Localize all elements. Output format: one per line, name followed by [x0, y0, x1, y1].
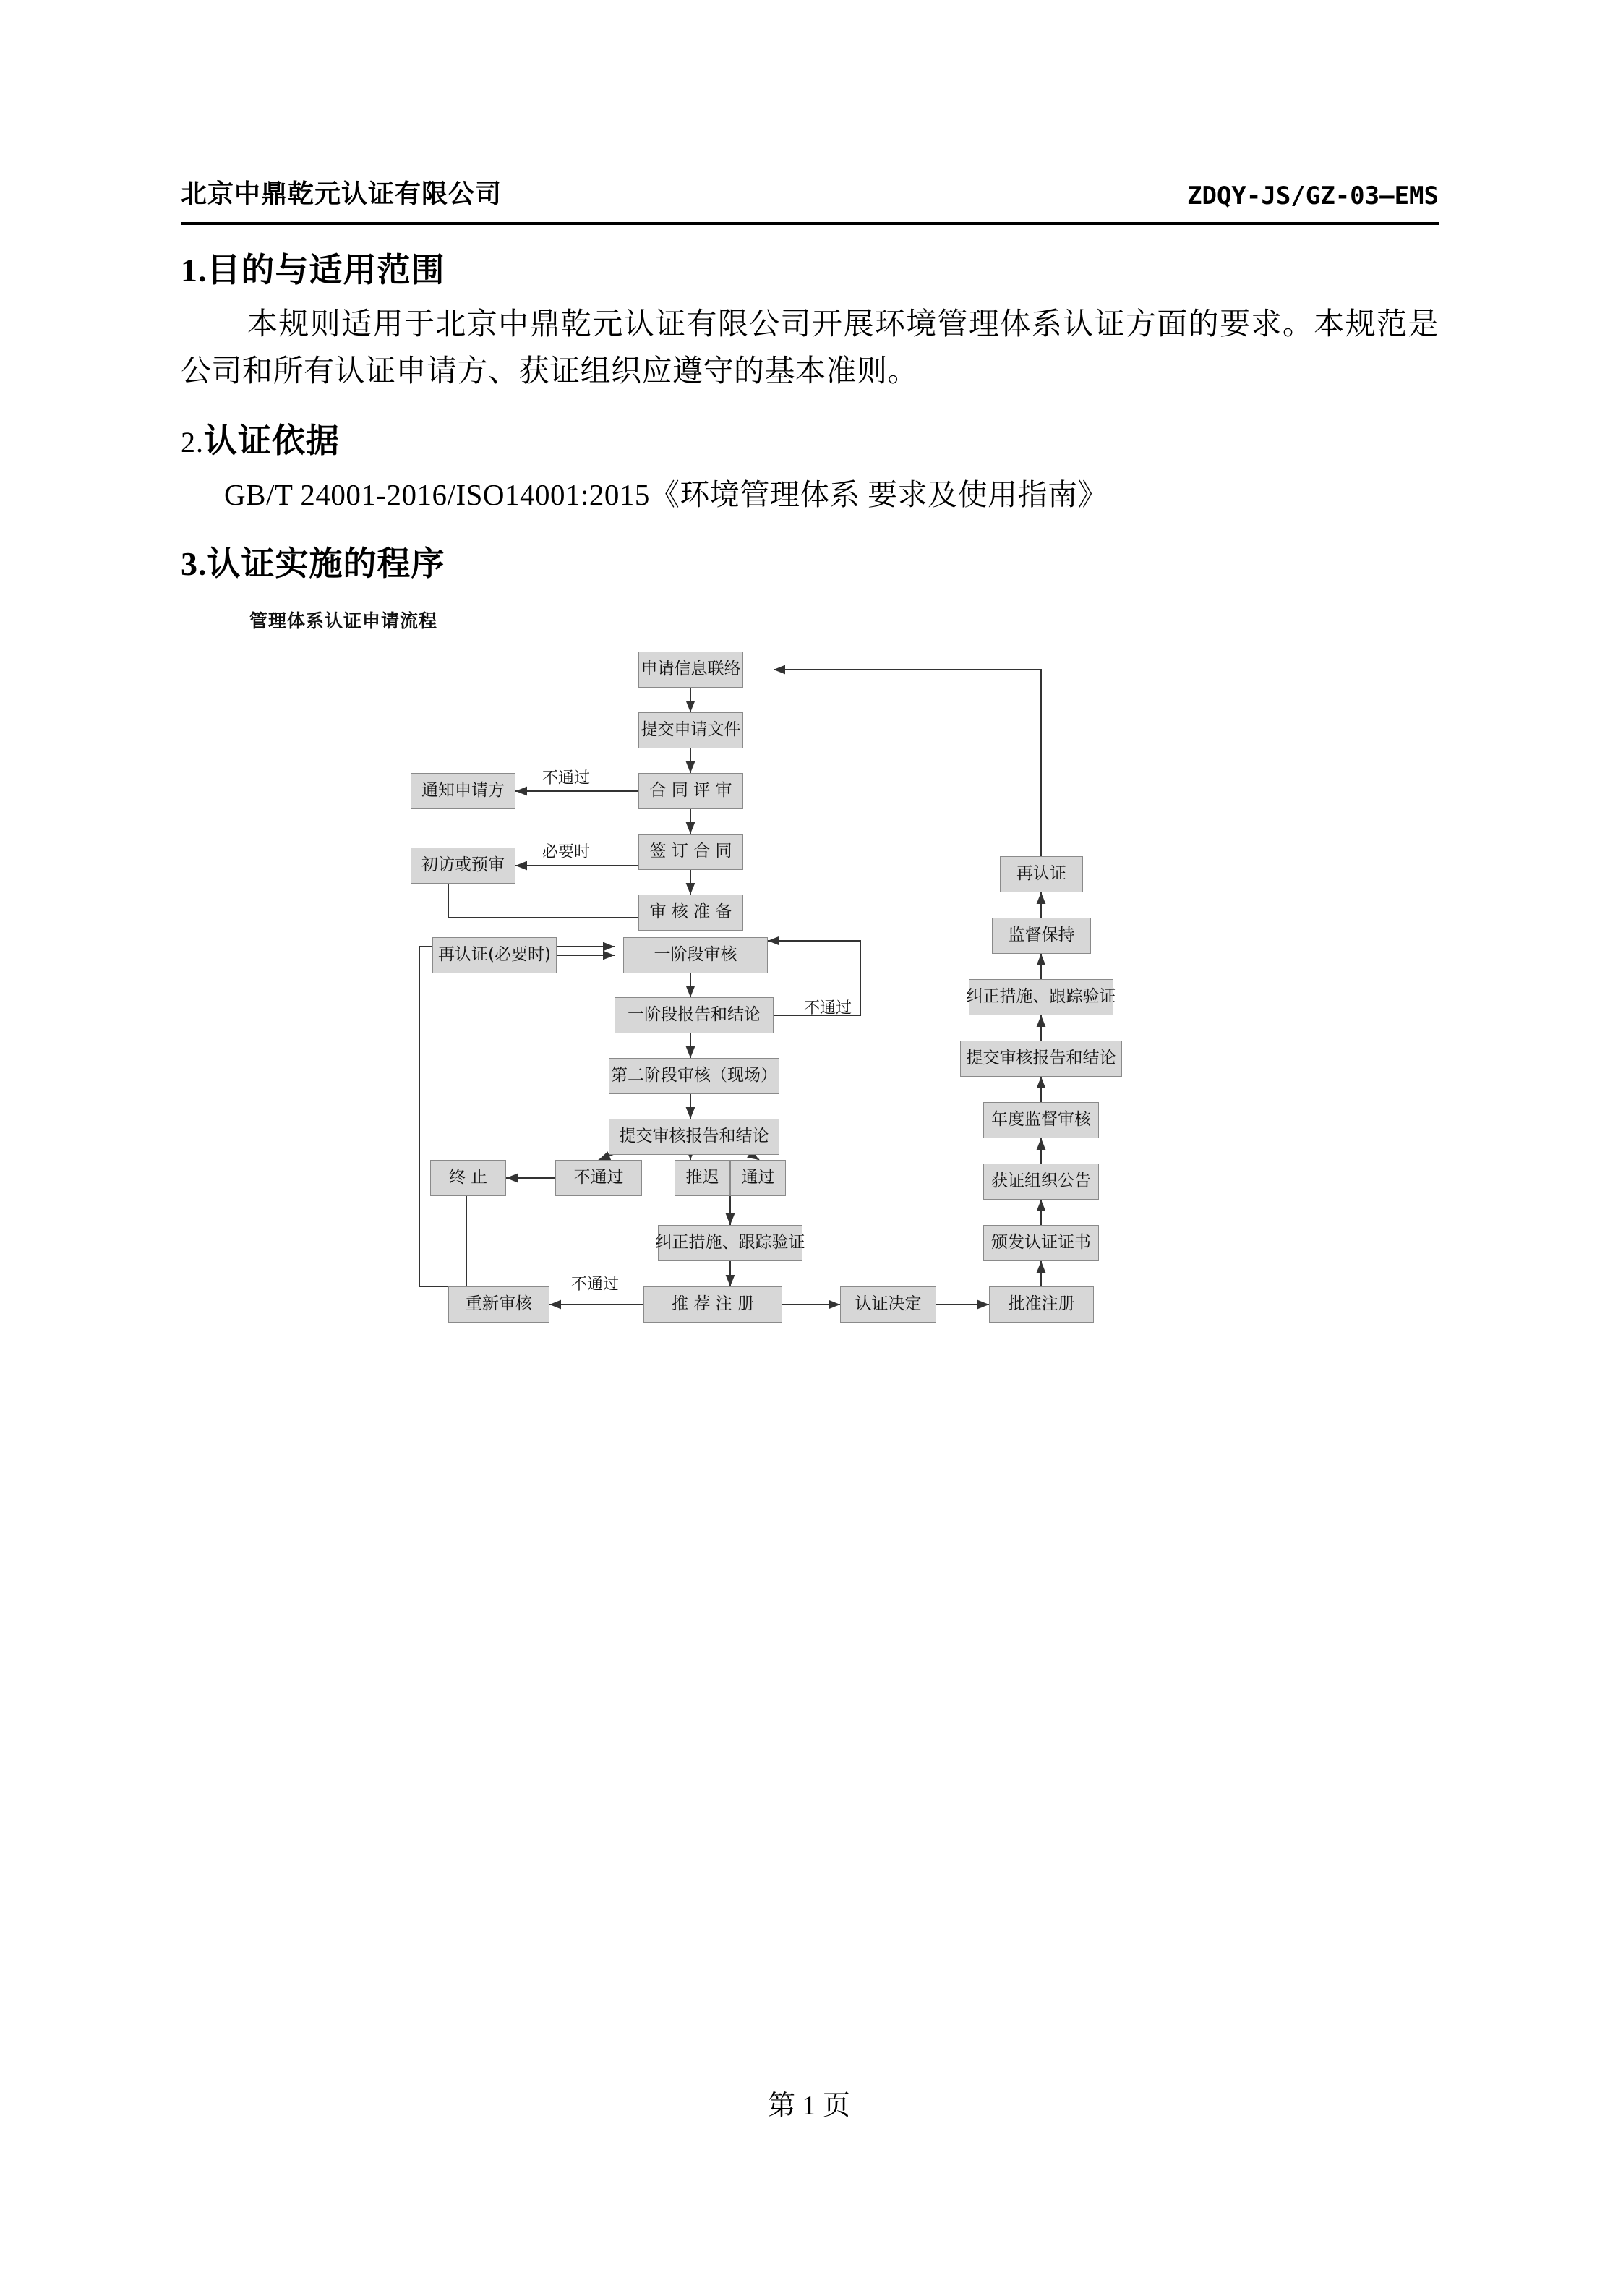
flow-node-re-audit: 重新审核 — [448, 1286, 549, 1323]
page-number: 第 1 页 — [767, 2091, 850, 2121]
flow-node-submit-application: 提交申请文件 — [638, 712, 743, 748]
flow-node-surveillance-corrective-action: 纠正措施、跟踪验证 — [969, 979, 1113, 1015]
flowchart-connectors — [181, 607, 1439, 1713]
flow-node-terminate: 终 止 — [430, 1160, 506, 1196]
flow-node-notify-applicant: 通知申请方 — [411, 773, 515, 809]
flow-node-corrective-action-tracking: 纠正措施、跟踪验证 — [658, 1225, 802, 1261]
flow-node-pre-visit: 初访或预审 — [411, 848, 515, 884]
flow-node-certification-decision: 认证决定 — [840, 1286, 936, 1323]
flow-node-postpone: 推迟 — [675, 1160, 730, 1196]
edge-label-if-needed: 必要时 — [542, 842, 591, 861]
section-2-number: 2. — [181, 426, 204, 459]
section-1-heading — [181, 244, 1439, 291]
flow-node-approve-registration: 批准注册 — [989, 1286, 1094, 1323]
flow-node-recommend-registration: 推 荐 注 册 — [643, 1286, 782, 1323]
section-3-heading — [181, 537, 1439, 585]
header-divider — [181, 222, 1439, 225]
flow-node-stage-one-audit: 一阶段审核 — [623, 937, 768, 973]
flow-node-audit-preparation: 审 核 准 备 — [638, 895, 743, 931]
section-1-title: 目的与适用范围 — [207, 250, 445, 289]
section-2-heading — [181, 414, 1439, 462]
edge-label-fail-stage-one: 不通过 — [804, 999, 852, 1017]
flow-node-stage-two-audit: 第二阶段审核（现场） — [609, 1058, 779, 1094]
section-3-title: 认证实施的程序 — [207, 543, 445, 583]
flow-node-submit-surveillance-report: 提交审核报告和结论 — [960, 1041, 1122, 1077]
edge-label-fail-contract-review: 不通过 — [542, 769, 591, 788]
section-2-title: 认证依据 — [204, 421, 340, 461]
flow-node-pass: 通过 — [730, 1160, 786, 1196]
section-3-number: 3. — [181, 545, 207, 582]
company-name: 北京中鼎乾元认证有限公司 — [181, 179, 502, 209]
flow-node-issue-certificate: 颁发认证证书 — [983, 1225, 1099, 1261]
flow-node-stage-one-report: 一阶段报告和结论 — [615, 997, 774, 1033]
flow-node-contract-review: 合 同 评 审 — [638, 773, 743, 809]
section-1-paragraph: 本规则适用于北京中鼎乾元认证有限公司开展环境管理体系认证方面的要求。本规范是公司和所有认证申请方、获证组织应遵守的基本准则。 — [181, 308, 1439, 389]
edge-label-fail-registration: 不通过 — [571, 1275, 620, 1294]
flow-node-sign-contract: 签 订 合 同 — [638, 834, 743, 870]
section-1-number: 1. — [181, 252, 207, 289]
flow-node-public-announcement: 获证组织公告 — [983, 1164, 1099, 1200]
flow-node-recertification-if-needed: 再认证(必要时) — [432, 937, 557, 973]
page-footer — [0, 2083, 1618, 2122]
document-content — [181, 174, 1439, 1713]
certification-flowchart — [181, 607, 1439, 1713]
document-code: ZDQY-JS/GZ-03—EMS — [1187, 182, 1439, 210]
flow-node-submit-audit-report: 提交审核报告和结论 — [609, 1119, 779, 1155]
flowchart-title: 管理体系认证申请流程 — [249, 610, 438, 631]
flow-node-annual-surveillance-audit: 年度监督审核 — [983, 1102, 1099, 1138]
document-header — [181, 174, 1439, 219]
flow-node-fail: 不通过 — [555, 1160, 642, 1196]
section-2-paragraph: GB/T 24001-2016/ISO14001:2015《环境管理体系 要求及使用指南》 — [224, 478, 1108, 512]
flow-node-maintain-surveillance: 监督保持 — [992, 918, 1091, 954]
flow-node-application-contact: 申请信息联络 — [638, 652, 743, 688]
flow-node-recertification: 再认证 — [1000, 856, 1083, 892]
